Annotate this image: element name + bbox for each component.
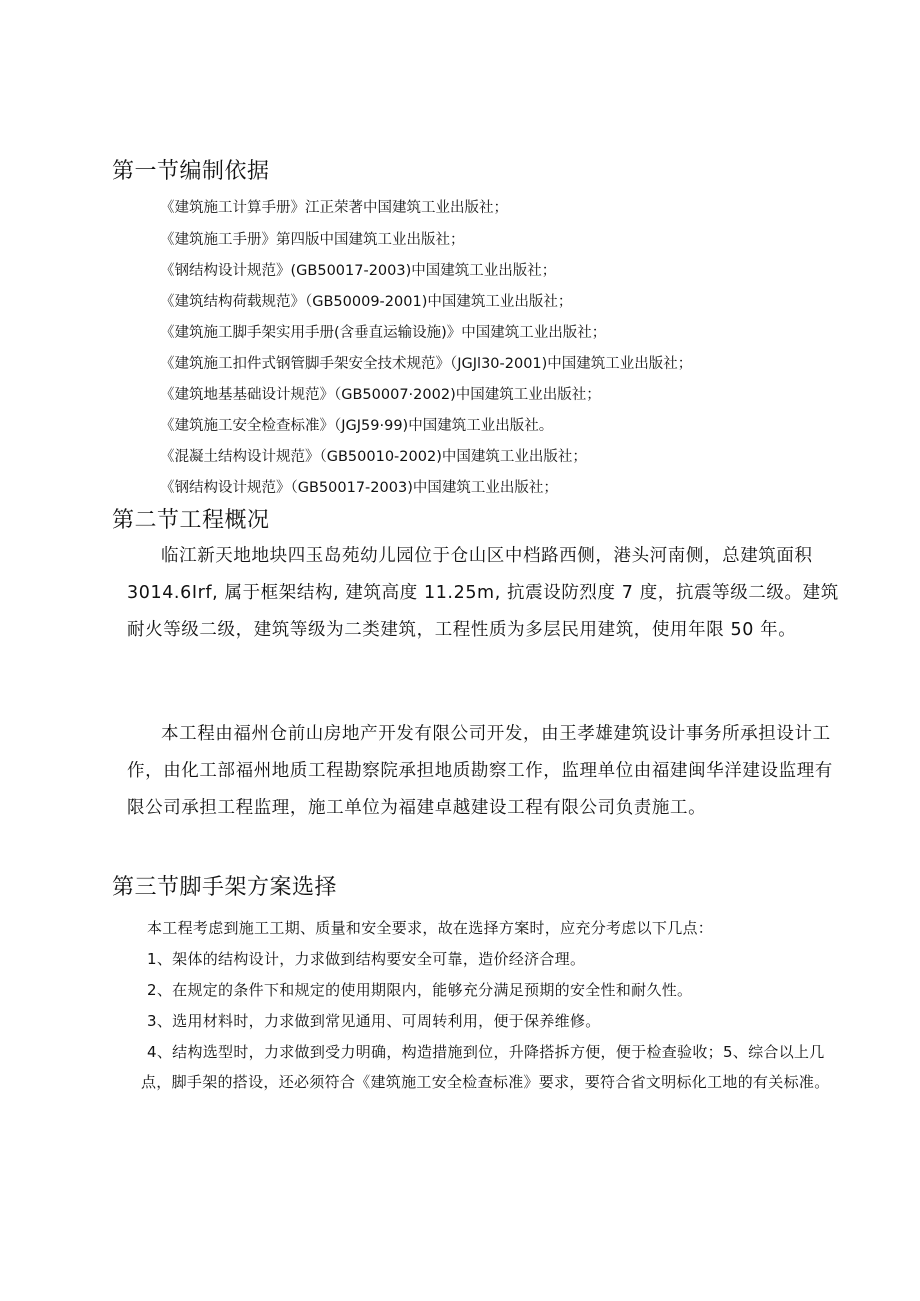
selection-point: 3、选用材料时，力求做到常见通用、可周转利用，便于保养维修。 (147, 1012, 601, 1030)
section3-heading: 第三节脚手架方案选择 (112, 875, 338, 900)
project-overview-paragraph: 临江新天地地块四玉岛苑幼儿园位于仓山区中档路西侧，港头河南侧，总建筑面积 3014.6Irf, 属于框架结构, 建筑高度 11.25m, 抗震设防烈度 7 度，抗震等级二级。建筑耐火等级二级，建筑等级为二类建筑，工程性质为多层民用建筑，使用年限 50 年。 (127, 546, 839, 640)
section3-intro: 本工程考虑到施工工期、质量和安全要求，故在选择方案时，应充分考虑以下几点： (147, 919, 714, 937)
selection-point: 4、结构选型时，力求做到受力明确，构造措施到位，升降搭拆方便，便于检查验收；5、综合以上几点，脚手架的搭设，还必须符合《建筑施工安全检查标准》要求，要符合省文明标化工地的有关标准。 (141, 1043, 830, 1091)
selection-point: 1、架体的结构设计，力求做到结构要安全可靠，造价经济合理。 (147, 950, 586, 968)
reference-item: 《建筑地基基础设计规范》（GB50007·2002)中国建筑工业出版社； (160, 387, 601, 403)
reference-item: 《建筑施工安全检查标准》（JGJ59·99)中国建筑工业出版社。 (160, 418, 554, 434)
reference-item: 《钢结构设计规范》(GB50017-2003)中国建筑工业出版社； (160, 263, 557, 279)
section2-heading: 第二节工程概况 (112, 508, 270, 533)
section1-heading: 第一节编制依据 (112, 159, 270, 184)
reference-item: 《建筑结构荷载规范》（GB50009-2001)中国建筑工业出版社； (160, 294, 573, 310)
selection-point: 2、在规定的条件下和规定的使用期限内，能够充分满足预期的安全性和耐久性。 (147, 981, 693, 999)
reference-item: 《混凝土结构设计规范》（GB50010-2002)中国建筑工业出版社； (160, 449, 587, 465)
project-parties-paragraph: 本工程由福州仓前山房地产开发有限公司开发，由王孝雄建筑设计事务所承担设计工作，由化工部福州地质工程勘察院承担地质勘察工作，监理单位由福建闽华洋建设监理有限公司承担工程监理，施工单位为福建卓越建设工程有限公司负责施工。 (127, 724, 833, 818)
reference-item: 《建筑施工扣件式钢管脚手架安全技术规范》（JGJl30-2001)中国建筑工业出版社； (160, 356, 693, 372)
reference-item: 《建筑施工计算手册》江正荣著中国建筑工业出版社； (160, 200, 508, 216)
reference-item: 《建筑施工脚手架实用手册(含垂直运输设施)》中国建筑工业出版社； (160, 325, 607, 341)
reference-item: 《钢结构设计规范》（GB50017-2003)中国建筑工业出版社； (160, 480, 558, 496)
reference-item: 《建筑施工手册》第四版中国建筑工业出版社； (160, 232, 465, 248)
